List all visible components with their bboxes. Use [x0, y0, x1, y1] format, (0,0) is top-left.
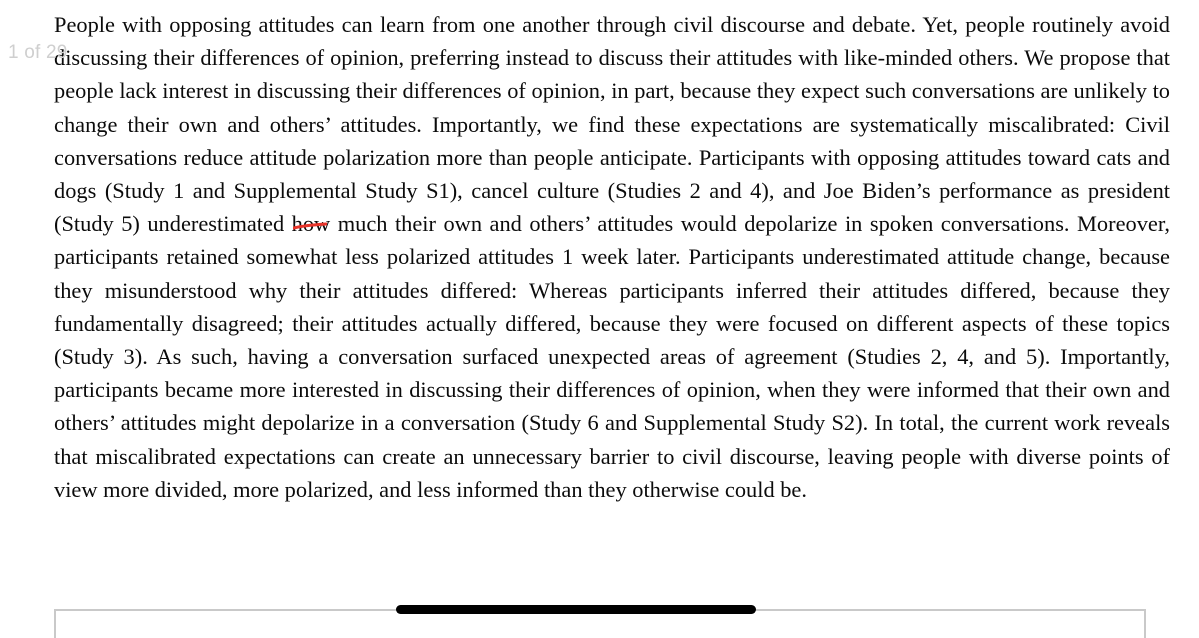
page-bottom-bar — [0, 600, 1199, 638]
page-indicator: 1 of 29 — [8, 42, 68, 63]
abstract-section — [54, 8, 1170, 506]
page-edge-right — [1144, 609, 1146, 638]
scrollbar-thumb[interactable] — [396, 605, 756, 614]
page-edge-left — [54, 609, 56, 638]
abstract-paragraph: People with opposing attitudes can learn from one another through civil discourse and debate. Yet, people routinely avoid discussing their differences of opinion, preferring instead to discuss their attitudes with like-minded others. We propose that people lack interest in discussing their differences of opinion, in part, because they expect such conversations are unlikely to change their own and others’ attitudes. Importantly, we find these expectations are systematically miscalibrated: Civil conversations reduce attitude polarization more than people anticipate. Participants with opposing attitudes toward cats and dogs (Study 1 and Supplemental Study S1), cancel culture (Studies 2 and 4), and Joe Biden’s performance as president (Study 5) underestimated how much their own and others’ attitudes would depolarize in spoken conversations. Moreover, participants retained somewhat less polarized attitudes 1 week later. Participants underestimated attitude change, because they misunderstood why their attitudes differed: Whereas participants inferred their attitudes differed, because they fundamentally disagreed; their attitudes actually differed, because they were focused on different aspects of these topics (Study 3). As such, having a conversation surfaced unexpected areas of agreement (Studies 2, 4, and 5). Importantly, participants became more interested in discussing their differences of opinion, when they were informed that their own and others’ attitudes might depolarize in a conversation (Study 6 and Supplemental Study S2). In total, the current work reveals that miscalibrated expectations can create an unnecessary barrier to civil discourse, leaving people with diverse points of view more divided, more polarized, and less informed than they otherwise could be. — [54, 12, 1170, 502]
